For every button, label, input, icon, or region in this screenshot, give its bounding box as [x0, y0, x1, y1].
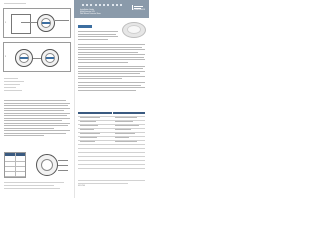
left-notes [4, 78, 44, 93]
product-lens [127, 25, 141, 34]
product-image [122, 20, 146, 40]
intro-text [78, 31, 118, 41]
diagram-1-label: 1 [5, 22, 7, 24]
brand-logo-line-1 [134, 6, 143, 7]
header-dots [82, 4, 122, 6]
arrow-line-2 [33, 58, 41, 59]
left-footer-lines [4, 182, 70, 189]
left-body-text [4, 100, 70, 138]
spec-table [78, 112, 145, 174]
spec-table-header-right [113, 112, 145, 114]
page-fold [74, 0, 75, 198]
diagram-2 [3, 42, 71, 72]
spec-col-right [115, 117, 141, 145]
wiring-diagram [28, 152, 70, 178]
arrow-line [21, 22, 37, 23]
base-diagram-inner [41, 159, 53, 171]
leader-line [55, 20, 69, 21]
mounting-plate [11, 14, 31, 34]
right-footer: MI-DCMG [78, 180, 145, 188]
section-tab [78, 25, 92, 28]
diagram-2-label: 2 [5, 56, 7, 58]
brand-logo-line-2 [134, 8, 141, 9]
brand-name: SYSTEM SENSOR [133, 10, 145, 11]
left-table [4, 152, 26, 178]
spec-table-header-left [78, 112, 112, 114]
detector-head-2b-marker [46, 57, 54, 59]
detector-head-2a-marker [20, 57, 28, 59]
header-title: Installation Guide Multi-Detector 24V Wall Mount Detector Base [80, 9, 101, 15]
main-body-text [78, 44, 145, 92]
left-header-text [4, 3, 26, 4]
spec-col-left [80, 117, 102, 145]
diagram-2-frame [3, 42, 71, 72]
detector-head-1-marker [42, 22, 50, 24]
diagram-1 [3, 8, 71, 38]
